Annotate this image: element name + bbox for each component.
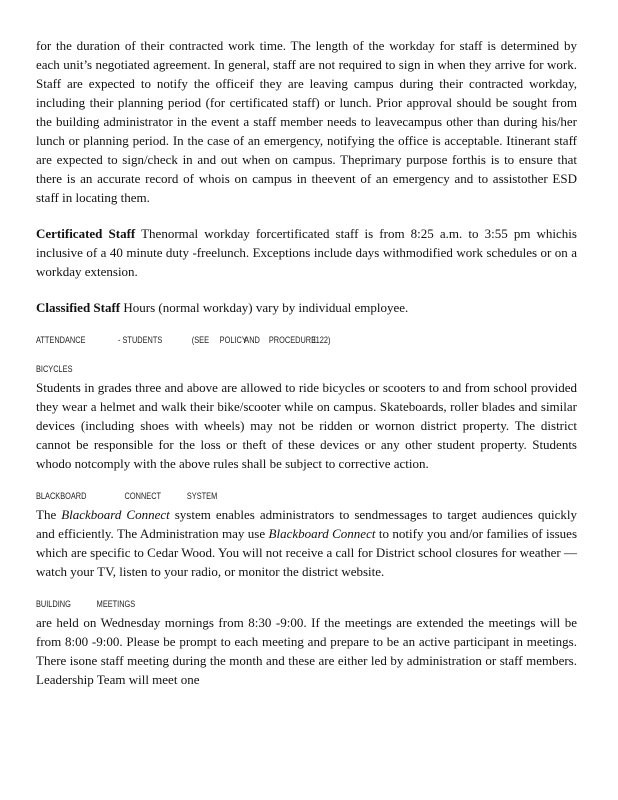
blackboard-connect-paragraph (36, 505, 577, 581)
blackboard-heading-word: SYSTEM (186, 491, 218, 501)
attendance-heading (36, 334, 480, 346)
blackboard-text: The (36, 507, 62, 522)
meetings-heading-word: BUILDING (36, 599, 71, 609)
attendance-heading-word: (SEE (191, 335, 210, 345)
certificated-staff-text: Thenormal workday forcertificated staff is from 8:25 a.m. to 3:55 pm whichis inclusive of a 40 minute duty -freelunch. Exceptions include days withmodified work schedules or on a workday extension. (36, 226, 577, 279)
attendance-heading-word: PROCEDURE (268, 335, 317, 345)
certificated-staff-paragraph (36, 224, 577, 281)
intro-paragraph: for the duration of their contracted work time. The length of the workday for staff is determined by each unit’s negotiated agreement. In general, staff are not required to sign in when they arrive for work. Staff are expected to notify the officeif they are leaving campus during their contracted workday, including their planning period (for certificated staff) or lunch. Prior approval should be sought from the building administrator in the event a staff member needs to leavecampus other than during his/her lunch or planning period. In the case of an emergency, notifying the office is acceptable. Itinerant staff are expected to sign/check in and out when on campus. Theprimary purpose forthis is to ensure that there is an accurate record of whois on campus in theevent of an emergency and to assistother ESD staff in locating them. (36, 38, 577, 205)
blackboard-connect-heading (36, 490, 480, 502)
attendance-heading-word: POLICY (219, 335, 247, 345)
blackboard-heading-word: CONNECT (124, 491, 162, 501)
classified-staff-text: Hours (normal workday) vary by individual employee. (120, 300, 409, 315)
classified-staff-label: Classified Staff (36, 300, 121, 315)
attendance-heading-word: 3122) (311, 335, 331, 345)
blackboard-connect-name: Blackboard Connect (268, 526, 376, 541)
bicycles-paragraph: Students in grades three and above are allowed to ride bicycles or scooters to and from school provided they wear a helmet and walk their bike/scooter while on campus. Skateboards, roller blades and similar devices (including shoes with wheels) may not be ridden or wornon district property. The district cannot be responsible for the loss or theft of these devices or any other student property. Students whodo notcomply with the above rules shall be subject to corrective action. (36, 380, 577, 471)
blackboard-heading-word: BLACKBOARD (36, 491, 87, 501)
building-meetings-paragraph: are held on Wednesday mornings from 8:30 -9:00. If the meetings are extended the meetings will be from 8:00 -9:00. Please be prompt to each meeting and prepare to be an active participant in meetings. There isone staff meeting during the month and these are either led by administration or staff members. Leadership Team will meet one (36, 615, 577, 687)
blackboard-connect-name: Blackboard Connect (61, 507, 170, 522)
bicycles-heading: BICYCLES (36, 364, 73, 374)
blackboard-text: system enables administrators to sendmessages to target audiences quickly and efficiently. The Administration may use (36, 507, 577, 541)
building-meetings-heading (36, 598, 480, 610)
attendance-heading-word: ATTENDANCE (36, 335, 86, 345)
certificated-staff-label: Certificated Staff (36, 226, 136, 241)
attendance-heading-word: AND (244, 335, 260, 345)
meetings-heading-word: MEETINGS (96, 599, 136, 609)
classified-staff-paragraph (36, 298, 577, 317)
attendance-heading-word: - STUDENTS (118, 335, 163, 345)
blackboard-text: to notify you and/or families of issues which are specific to Cedar Wood. You will not receive a call for District school closures for weather —watch your TV, listen to your radio, or monitor the district website. (36, 526, 578, 579)
